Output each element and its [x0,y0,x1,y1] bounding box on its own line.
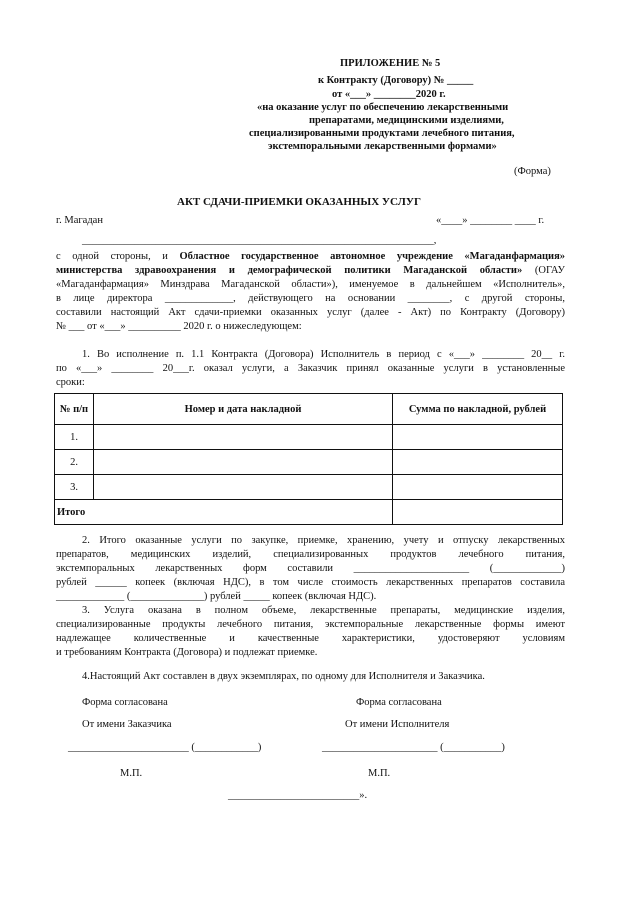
executor-signature-line: ______________________ (___________) [322,742,505,753]
form-label: (Форма) [514,166,551,177]
intro-line-4: в лице директора _____________, действующего на основании ________, с другой стороны, [56,293,565,304]
clause-1-line-1: 1. Во исполнение п. 1.1 Контракта (Договора) Исполнитель в период с «___» ________ 20__ г. [82,349,565,360]
table-row [55,450,563,475]
table-row [55,425,563,450]
executor-stamp: М.П. [368,768,391,779]
executor-party: От имени Исполнителя [345,719,450,730]
clause-1-line-3: сроки: [56,377,85,388]
closing-line: _________________________». [228,790,368,801]
row-number: 1. [55,425,94,450]
appendix-title: ПРИЛОЖЕНИЕ № 5 [340,58,441,69]
clause-3-line-1: 3. Услуга оказана в полном объеме, лекарственные препараты, медицинские изделия, [82,605,565,616]
clause-2-line-2: препаратов, медицинских изделий, специализированных продуктов лечебного питания, [56,549,565,560]
amount-cell [393,425,563,450]
row-number: 3. [55,475,94,500]
executor-name: Областное государственное автономное учреждение «Магаданфармация» [179,251,566,262]
contract-reference: к Контракту (Договору) № _____ [318,75,474,86]
customer-signature-line: _______________________ (____________) [68,742,262,753]
invoice-cell [94,450,393,475]
customer-stamp: М.П. [120,768,143,779]
amount-cell [393,475,563,500]
invoice-cell [94,475,393,500]
contract-subject-line-4: экстемпоральными лекарственными формами» [268,141,497,152]
executor-ministry: министерства здравоохранения и демографической политики Магаданской области» [56,265,523,276]
intro-line-3: «Магаданфармация» Минздрава Магаданской области»), именуемое в дальнейшем «Исполнитель», [56,279,565,290]
party-blank-line: ___________________________________________________________________, [82,235,437,246]
table-header-row [55,394,563,425]
customer-party: От имени Заказчика [82,719,172,730]
contract-subject-line-2: препаратами, медицинскими изделиями, [309,115,504,126]
header-amount: Сумма по накладной, рублей [393,394,563,425]
executor-short-name-start: (ОГАУ [534,265,565,276]
contract-date: от «___» ________2020 г. [332,89,446,100]
header-invoice: Номер и дата накладной [94,394,393,425]
clause-1-line-2: по «___» ________ 20___г. оказал услуги, а Заказчик принял оказанные услуги в установленные [56,363,565,374]
intro-line-1-start: с одной стороны, и [56,251,168,262]
clause-2-line-1: 2. Итого оказанные услуги по закупке, приемке, хранению, учету и отпуску лекарственных [82,535,565,546]
customer-form-agreed: Форма согласована [82,697,168,708]
clause-2-line-3: экстемпоральных лекарственных форм составили ______________________ (_____________) [56,563,565,574]
clause-3-line-4: и требованиям Контракта (Договора) и подлежат приемке. [56,647,318,658]
contract-subject-line-3: специализированными продуктами лечебного питания, [249,128,515,139]
total-amount-cell [393,500,563,525]
amount-cell [393,450,563,475]
place-date: «____» ________ ____ г. [436,215,545,226]
invoice-cell [94,425,393,450]
clause-3-line-3: надлежащее количественные и качественные характеристики, удостоверяют условиям [56,633,565,644]
invoices-table [54,393,563,525]
intro-line-5: составили настоящий Акт сдачи-приемки оказанных услуг (далее - Акт) по Контракту (Договору) [56,307,565,318]
header-number: № п/п [55,394,94,425]
clause-2-line-5: _____________ (______________) рублей _____ копеек (включая НДС). [56,591,377,602]
clause-3-line-2: специализированные продукты лечебного питания, экстемпоральные лекарственные формы имеют [56,619,565,630]
executor-form-agreed: Форма согласована [356,697,442,708]
clause-4: 4.Настоящий Акт составлен в двух экземплярах, по одному для Исполнителя и Заказчика. [82,671,485,682]
table-total-row [55,500,563,525]
document-title: АКТ СДАЧИ-ПРИЕМКИ ОКАЗАННЫХ УСЛУГ [177,196,421,208]
table-row [55,475,563,500]
total-label: Итого [55,500,393,525]
intro-line-1 [56,250,565,264]
intro-line-6: № ___ от «___» __________ 2020 г. о нижеследующем: [56,321,302,332]
intro-line-2 [56,264,565,278]
clause-2-line-4: рублей ______ копеек (включая НДС), в том числе стоимость лекарственных препаратов составила [56,577,565,588]
row-number: 2. [55,450,94,475]
contract-subject-line-1: «на оказание услуг по обеспечению лекарственными [257,102,509,113]
place-city: г. Магадан [56,215,103,226]
